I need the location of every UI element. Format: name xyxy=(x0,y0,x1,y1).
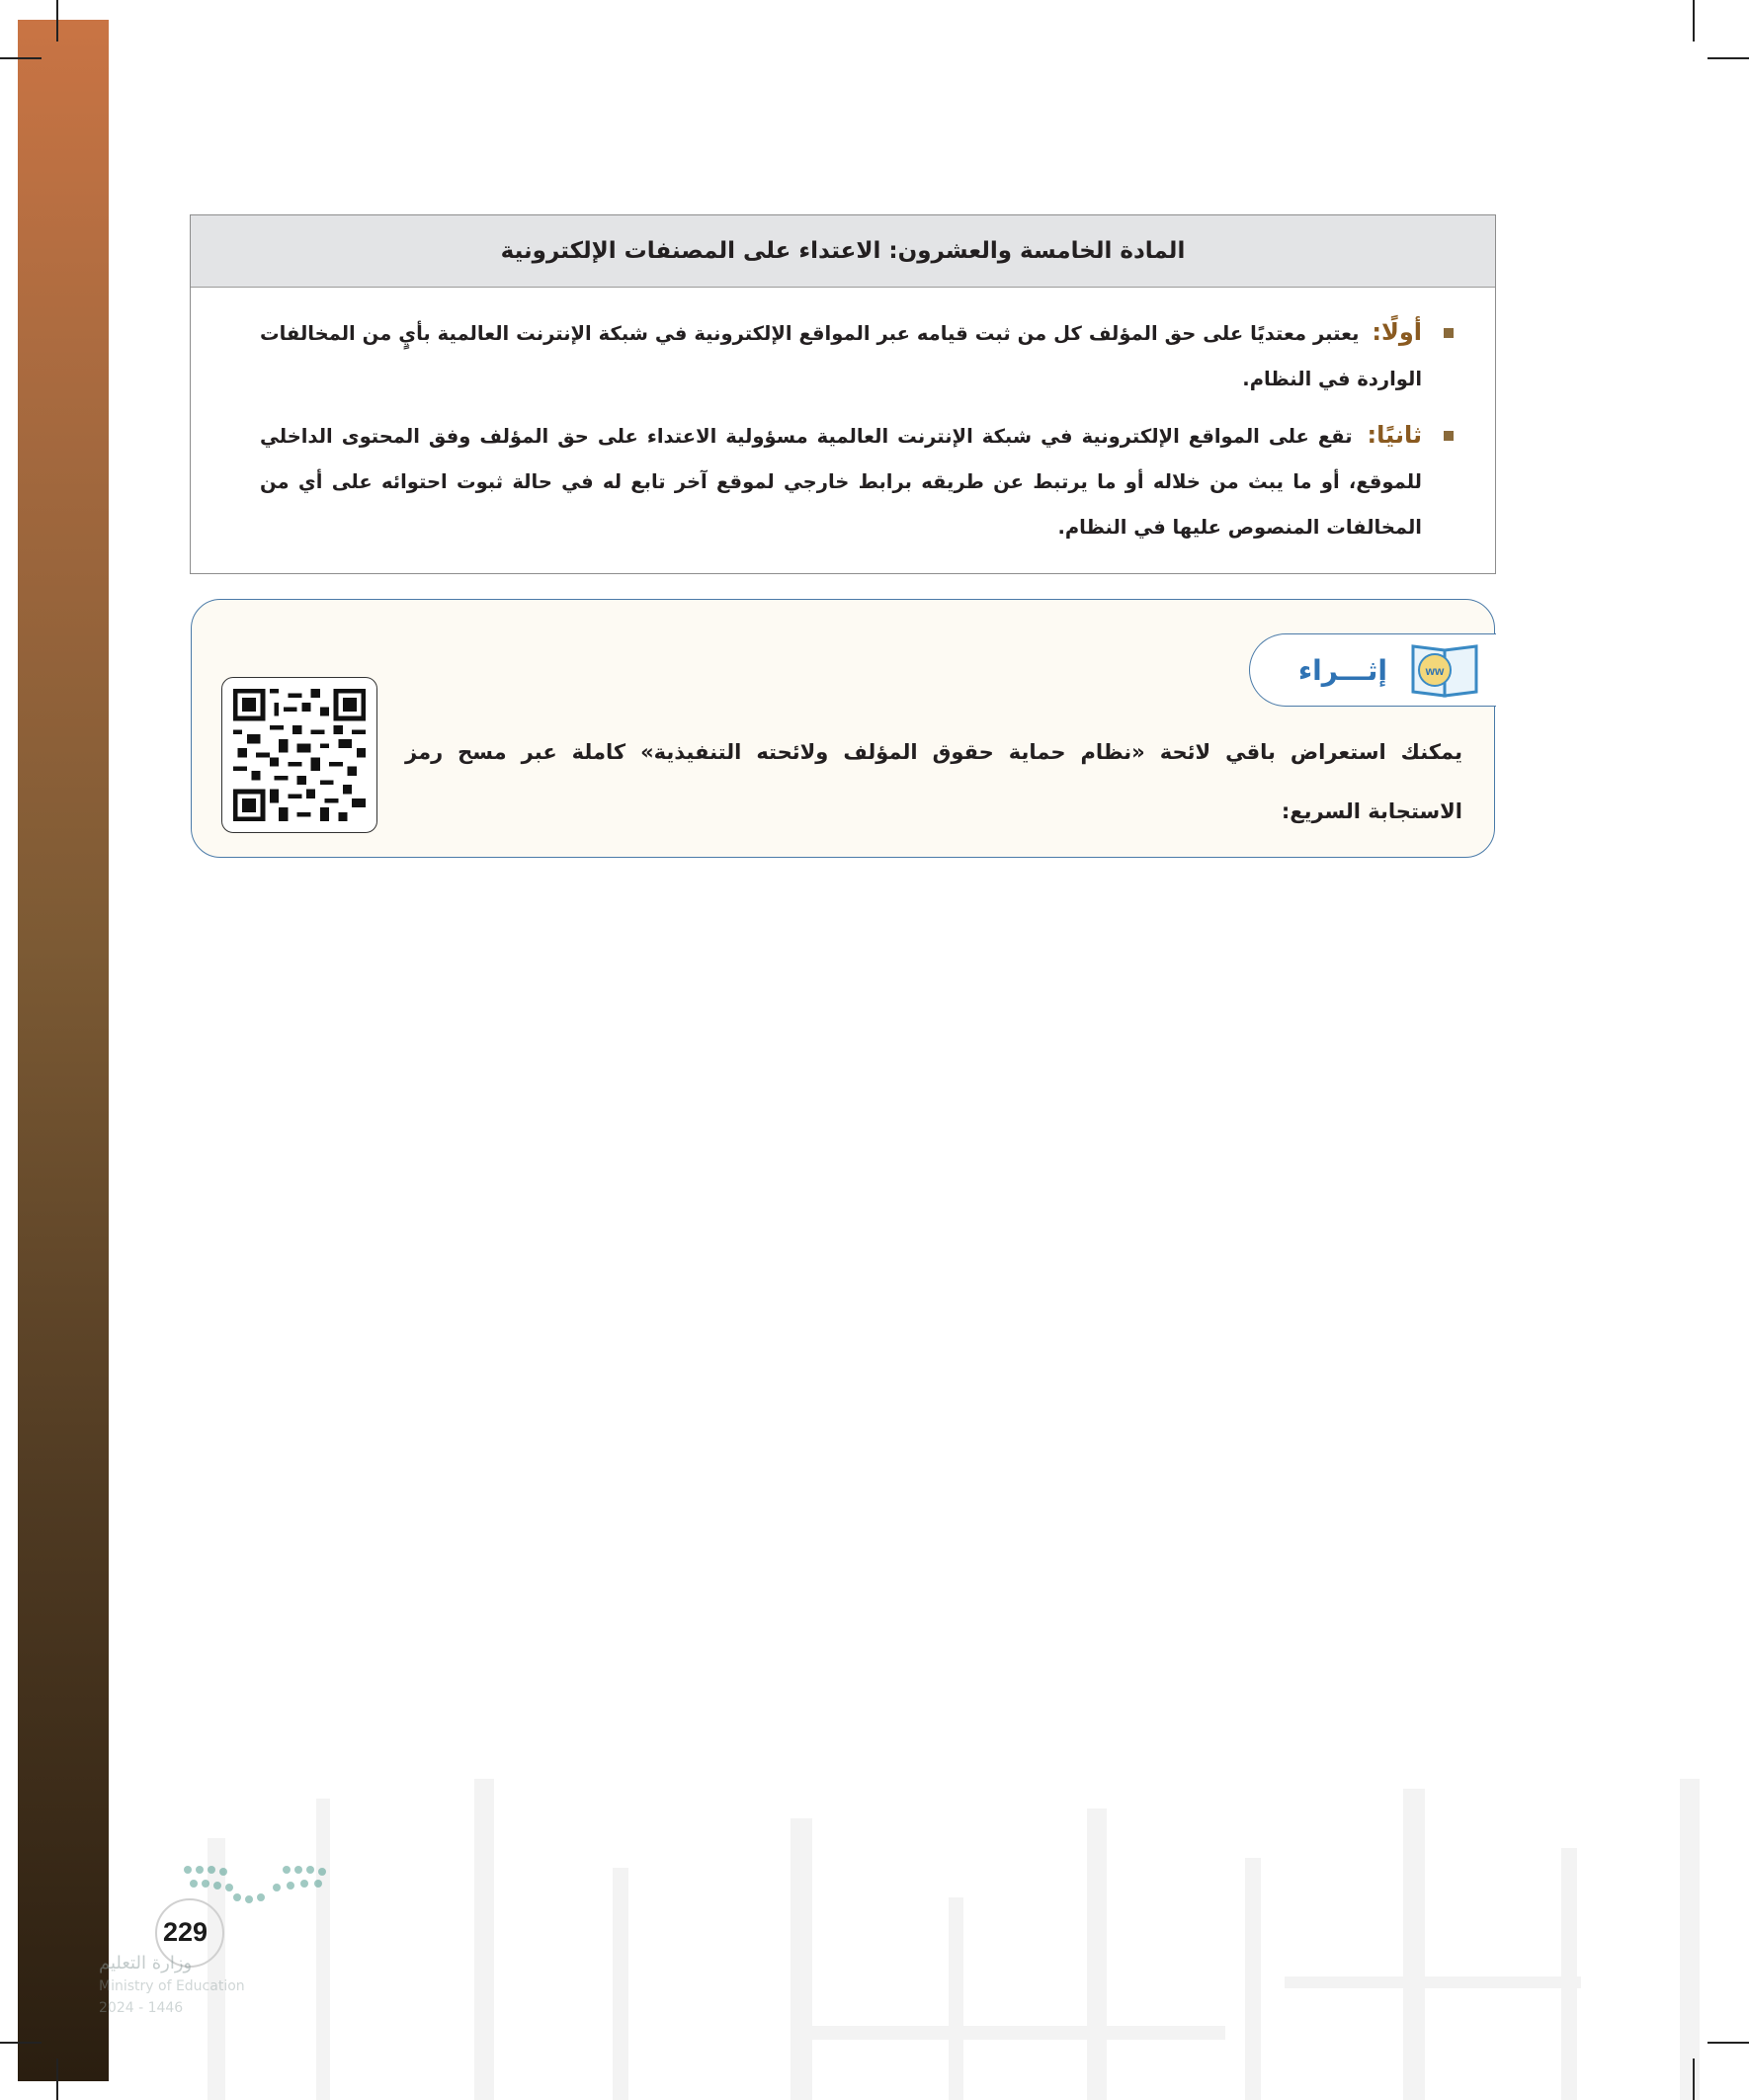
svg-text:2024 - 1446: 2024 - 1446 xyxy=(99,2000,184,2016)
article-box xyxy=(190,214,1496,574)
item-text: يعتبر معتديًا على حق المؤلف كل من ثبت قيامه عبر المواقع الإلكترونية في شبكة الإنترنت العالمية بأيٍ من المخالفات الواردة في النظام. xyxy=(260,322,1422,390)
page-number: 229 xyxy=(163,1917,208,1947)
qr-code-icon[interactable] xyxy=(233,689,366,821)
book-web-icon xyxy=(1405,642,1484,698)
article-title: المادة الخامسة والعشرون: الاعتداء على المصنفات الإلكترونية xyxy=(191,215,1495,288)
crop-mark xyxy=(1707,57,1749,59)
square-bullet-icon xyxy=(1444,328,1454,338)
crop-mark xyxy=(1693,0,1695,42)
svg-text:ww: ww xyxy=(1425,664,1445,678)
enrichment-box xyxy=(191,599,1495,858)
enrichment-label: إثـــراء xyxy=(1297,653,1387,687)
item-text: تقع على المواقع الإلكترونية في شبكة الإنترنت العالمية مسؤولية الاعتداء على حق المؤلف وفق المحتوى الداخلي للموقع، أو ما يبث من خلاله أو ما يرتبط عن طريقه برابط خارجي لموقع آخر تابع له في حالة ثبوت احتوائه على أي من المخالفات المنصوص عليها في النظام. xyxy=(260,425,1422,539)
svg-text:Ministry of Education: Ministry of Education xyxy=(99,1978,245,1994)
ministry-logo-icon xyxy=(99,1858,356,2065)
enrichment-tab xyxy=(1249,633,1496,707)
crop-mark xyxy=(56,0,58,42)
svg-text:وزارة التعليم: وزارة التعليم xyxy=(99,1953,193,1974)
side-color-strip xyxy=(18,20,109,2081)
crop-mark xyxy=(0,57,42,59)
item-lead: ثانيًا: xyxy=(1367,421,1422,449)
qr-code-frame[interactable] xyxy=(221,677,377,833)
enrichment-text: يمكنك استعراض باقي لائحة «نظام حماية حقوق المؤلف ولائحته التنفيذية» كاملة عبر مسح رمز الاستجابة السريع: xyxy=(405,740,1462,823)
article-item xyxy=(260,309,1458,402)
article-body xyxy=(191,288,1495,550)
article-item xyxy=(260,412,1458,550)
square-bullet-icon xyxy=(1444,431,1454,441)
item-lead: أولًا: xyxy=(1372,318,1422,346)
